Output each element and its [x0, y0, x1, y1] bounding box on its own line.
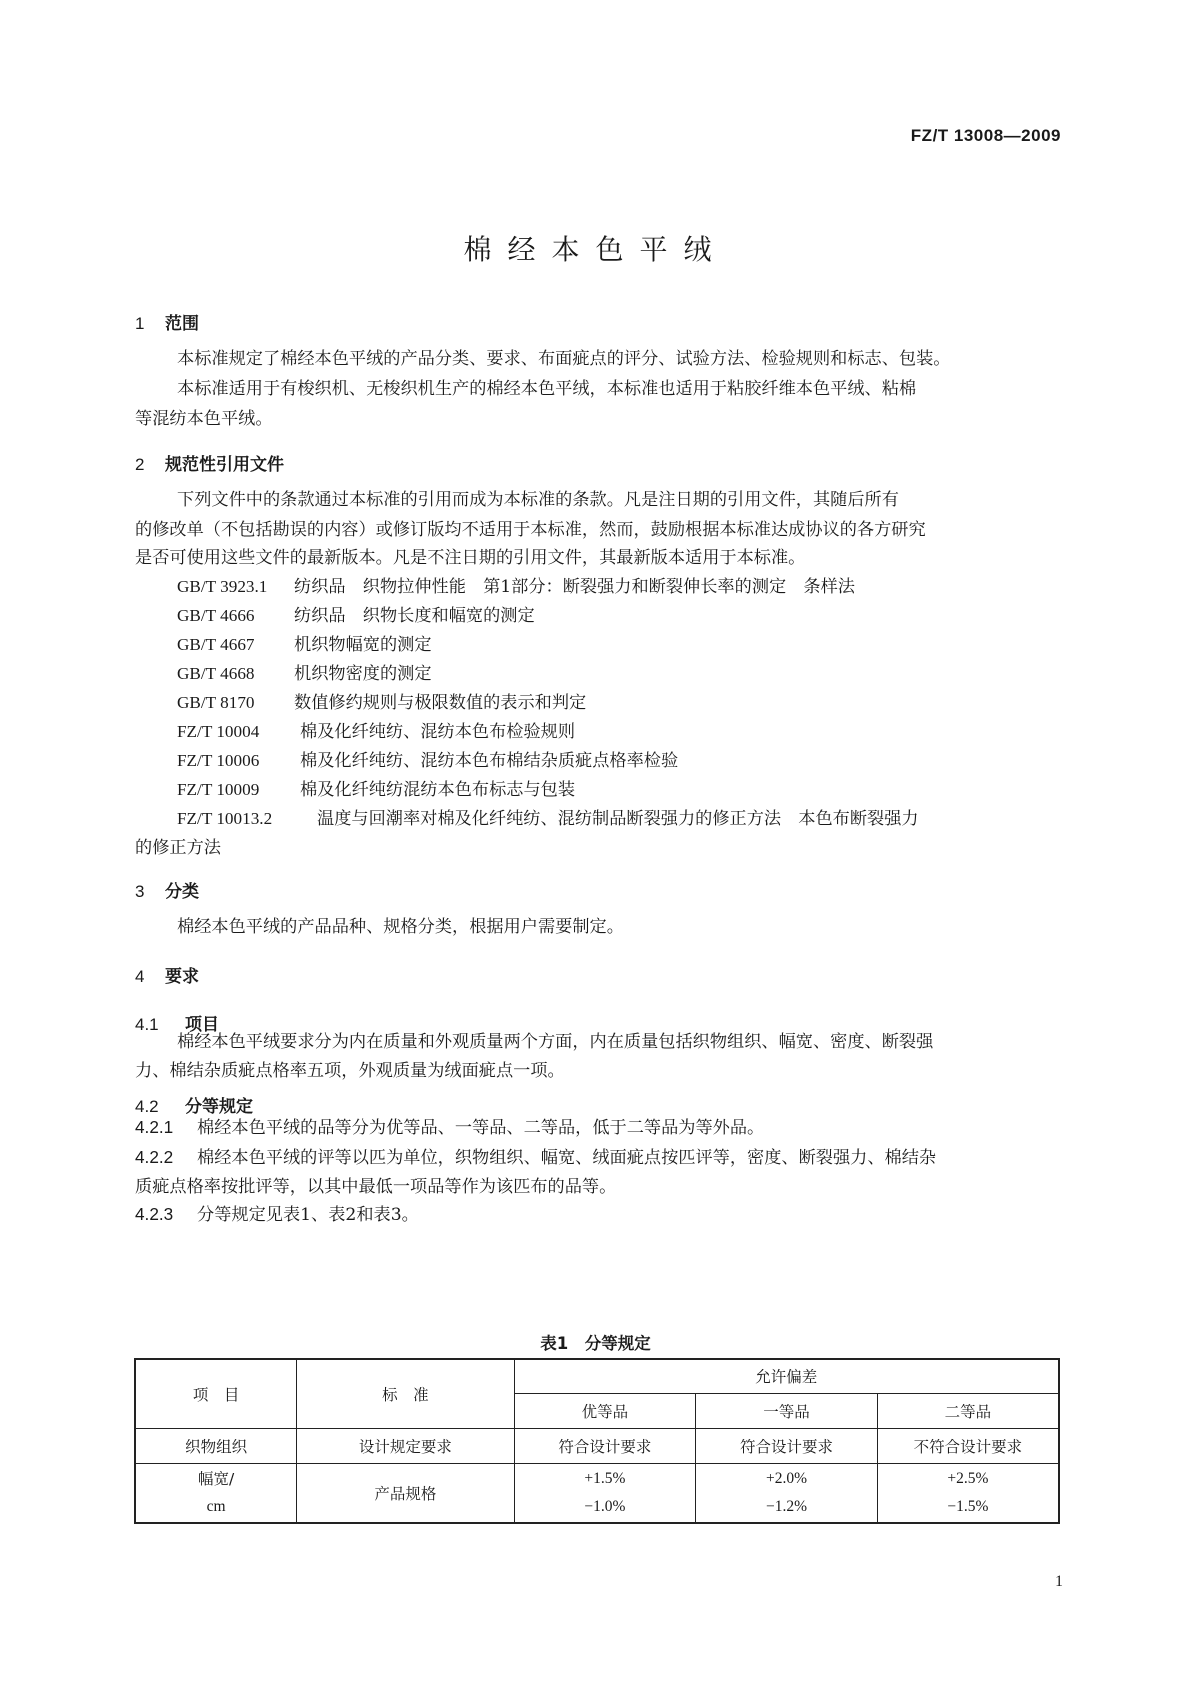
clause-text: 分等规定见表1、表2和表3。	[197, 1205, 419, 1225]
table-cell: 产品规格	[297, 1463, 514, 1523]
clause-4-2-3	[135, 1199, 419, 1230]
reference-item	[177, 601, 535, 631]
reference-code: GB/T 4668	[177, 664, 255, 683]
header-grade: 二等品	[877, 1393, 1059, 1428]
reference-title: 机织物密度的测定	[294, 664, 432, 684]
reference-title: 纺织品 织物长度和幅宽的测定	[294, 606, 535, 626]
paragraph: 本标准适用于有梭织机、无梭织机生产的棉经本色平绒，本标准也适用于粘胶纤维本色平绒、粘棉	[177, 379, 917, 399]
table-cell: 符合设计要求	[514, 1428, 696, 1463]
reference-item	[177, 717, 575, 747]
table-cell: 符合设计要求	[696, 1428, 878, 1463]
minus-tolerance: −1.5%	[947, 1497, 989, 1515]
paragraph-continuation: 的修改单（不包括勘误的内容）或修订版均不适用于本标准，然而，鼓励根据本标准达成协议的各方研究	[135, 520, 926, 540]
reference-code: GB/T 8170	[177, 693, 255, 712]
reference-code: FZ/T 10013.2	[177, 809, 273, 828]
clause-number: 4.2.1	[135, 1117, 174, 1137]
clause-number: 4.2.2	[135, 1147, 174, 1167]
paragraph: 棉经本色平绒的产品品种、规格分类，根据用户需要制定。	[177, 917, 624, 937]
clause-text: 棉经本色平绒的品等分为优等品、一等品、二等品，低于二等品为等外品。	[197, 1118, 765, 1138]
table-cell	[696, 1463, 878, 1523]
table-cell	[514, 1463, 696, 1523]
reference-item	[177, 775, 575, 805]
reference-code: GB/T 4666	[177, 606, 255, 625]
section-1-heading	[135, 309, 199, 334]
reference-item	[177, 688, 586, 718]
subsection-number: 4.2	[135, 1097, 159, 1116]
plus-tolerance: +2.5%	[947, 1469, 989, 1487]
section-4-heading	[135, 962, 199, 987]
clause-text: 棉经本色平绒的评等以匹为单位，织物组织、幅宽、绒面疵点按匹评等，密度、断裂强力、棉结杂	[197, 1148, 937, 1168]
standard-number: FZ/T 13008—2009	[910, 126, 1061, 145]
reference-code: FZ/T 10006	[177, 751, 260, 770]
table-row	[135, 1428, 1059, 1463]
section-number: 1	[135, 314, 145, 333]
plus-tolerance: +1.5%	[584, 1469, 626, 1487]
section-title: 规范性引用文件	[165, 455, 284, 475]
header-standard: 标 准	[297, 1359, 514, 1428]
section-title: 要求	[165, 967, 199, 987]
header-tolerance: 允许偏差	[514, 1359, 1059, 1393]
grading-table	[134, 1358, 1060, 1524]
subsection-number: 4.1	[135, 1015, 159, 1034]
table-cell	[135, 1463, 297, 1523]
section-2-heading	[135, 450, 284, 475]
paragraph: 棉经本色平绒要求分为内在质量和外观质量两个方面，内在质量包括织物组织、幅宽、密度、断裂强	[177, 1032, 934, 1052]
reference-item	[177, 659, 432, 689]
reference-title: 棉及化纤纯纺混纺本色布标志与包装	[300, 780, 576, 800]
minus-tolerance: −1.2%	[766, 1497, 808, 1515]
table-cell: 设计规定要求	[297, 1428, 514, 1463]
table-cell: 不符合设计要求	[877, 1428, 1059, 1463]
reference-continuation: 的修正方法	[135, 838, 221, 858]
section-title: 范围	[165, 314, 199, 334]
reference-item	[177, 630, 432, 660]
clause-4-2-1	[135, 1112, 764, 1143]
clause-number: 4.2.3	[135, 1204, 174, 1224]
section-number: 4	[135, 967, 145, 986]
reference-item	[177, 572, 855, 602]
minus-tolerance: −1.0%	[584, 1497, 626, 1515]
table-cell: 织物组织	[135, 1428, 297, 1463]
table-row	[135, 1463, 1059, 1523]
header-grade: 一等品	[696, 1393, 878, 1428]
header-item: 项 目	[135, 1359, 297, 1428]
paragraph-continuation: 是否可使用这些文件的最新版本。凡是不注日期的引用文件，其最新版本适用于本标准。	[135, 548, 806, 568]
section-number: 2	[135, 455, 145, 474]
reference-title: 纺织品 织物拉伸性能 第1部分：断裂强力和断裂伸长率的测定 条样法	[294, 577, 855, 597]
paragraph-continuation: 力、棉结杂质疵点格率五项，外观质量为绒面疵点一项。	[135, 1061, 565, 1081]
section-title: 分类	[165, 882, 199, 902]
reference-item	[177, 804, 919, 834]
reference-title: 棉及化纤纯纺、混纺本色布棉结杂质疵点格率检验	[300, 751, 679, 771]
reference-title: 温度与回潮率对棉及化纤纯纺、混纺制品断裂强力的修正方法 本色布断裂强力	[317, 809, 919, 829]
subsection-title: 项目	[185, 1015, 219, 1035]
reference-title: 数值修约规则与极限数值的表示和判定	[294, 693, 587, 713]
clause-continuation: 质疵点格率按批评等，以其中最低一项品等作为该匹布的品等。	[135, 1177, 617, 1197]
header-grade: 优等品	[514, 1393, 696, 1428]
reference-code: FZ/T 10009	[177, 780, 260, 799]
reference-code: FZ/T 10004	[177, 722, 260, 741]
cell-line: cm	[206, 1497, 226, 1515]
plus-tolerance: +2.0%	[766, 1469, 808, 1487]
paragraph: 下列文件中的条款通过本标准的引用而成为本标准的条款。凡是注日期的引用文件，其随后所有	[177, 490, 899, 510]
clause-4-2-2	[135, 1142, 936, 1173]
reference-code: GB/T 4667	[177, 635, 255, 654]
reference-code: GB/T 3923.1	[177, 577, 268, 596]
table-cell	[877, 1463, 1059, 1523]
reference-title: 棉及化纤纯纺、混纺本色布检验规则	[300, 722, 576, 742]
table-caption: 表1 分等规定	[540, 1334, 651, 1353]
reference-item	[177, 746, 678, 776]
page-title: 棉经本色平绒	[463, 233, 728, 266]
paragraph-continuation: 等混纺本色平绒。	[135, 409, 273, 429]
subsection-title: 分等规定	[185, 1097, 253, 1117]
reference-title: 机织物幅宽的测定	[294, 635, 432, 655]
cell-line: 幅宽/	[197, 1469, 235, 1488]
page-number: 1	[1055, 1573, 1063, 1590]
paragraph: 本标准规定了棉经本色平绒的产品分类、要求、布面疵点的评分、试验方法、检验规则和标志、包装。	[177, 349, 951, 369]
section-3-heading	[135, 877, 199, 902]
section-number: 3	[135, 882, 145, 901]
